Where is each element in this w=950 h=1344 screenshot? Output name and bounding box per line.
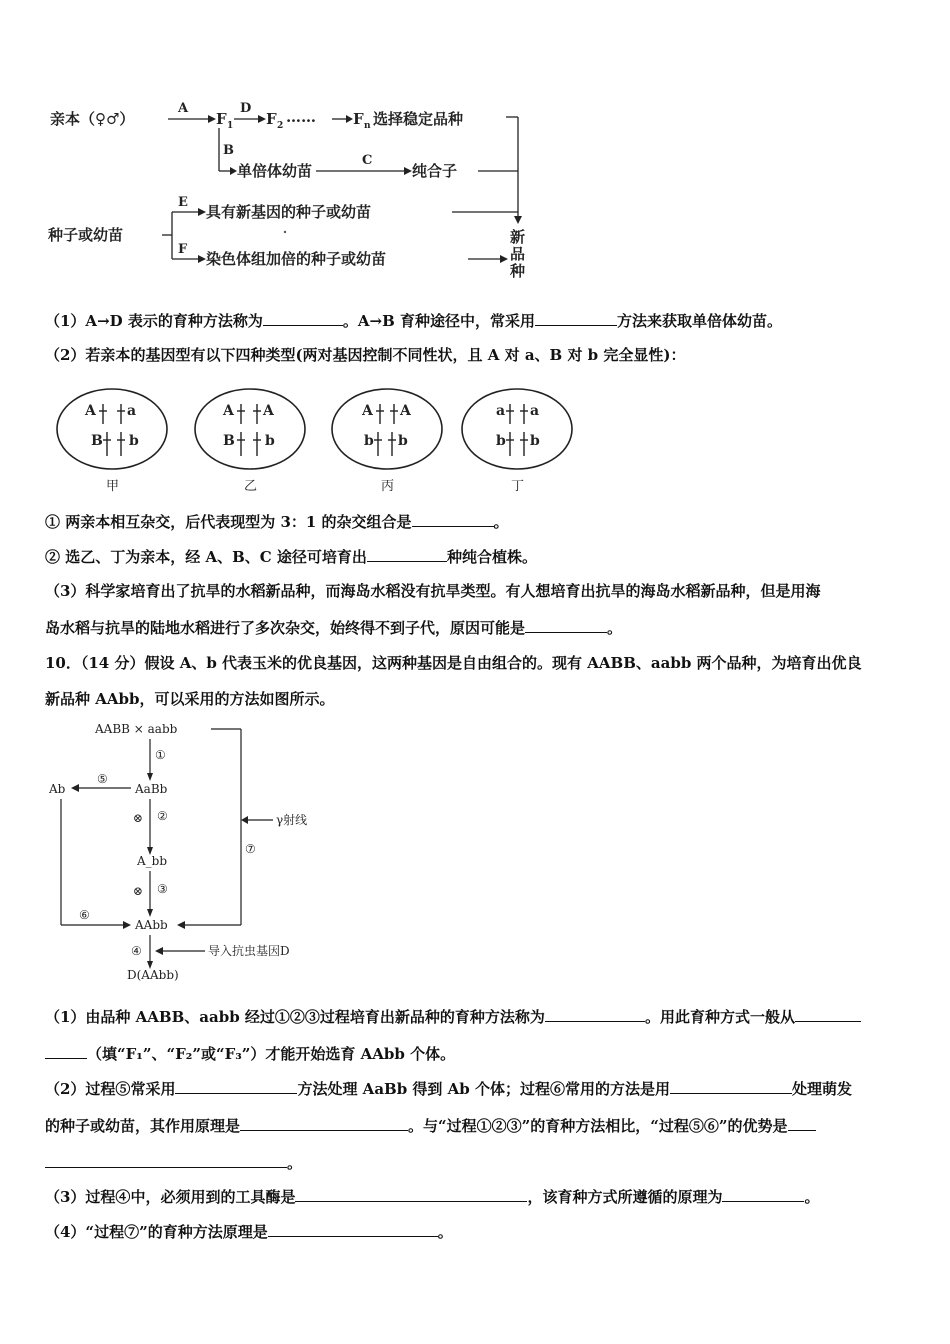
q10-intro-line1: 10．（14 分）假设 A、b 代表玉米的优良基因，这两种基因是自由组合的。现有 AABB、aabb 两个品种，为培育出优良 xyxy=(45,654,862,672)
fig2-cross: AABB × aabb xyxy=(95,722,178,736)
q10-p1-text-c: （填“F₁”、“F₂”或“F₃”）才能开始选育 AAbb 个体。 xyxy=(87,1045,456,1063)
q10-p1-blank-2b[interactable] xyxy=(45,1043,87,1059)
q9-p1-text-c: 方法来获取单倍体幼苗。 xyxy=(616,312,782,330)
q10-p3-text-a: （3）过程④中，必须用到的工具酶是 xyxy=(45,1188,296,1206)
cell-jia xyxy=(57,389,167,494)
q10-p4-text-b: 。 xyxy=(437,1223,453,1241)
q10-p3-text-b: ，该育种方式所遵循的原理为 xyxy=(527,1188,723,1206)
fig1-seed: 种子或幼苗 xyxy=(48,226,124,244)
fig1-label-D: D xyxy=(240,101,252,116)
q9-p1-blank-1[interactable] xyxy=(263,310,343,326)
q9-part3-line1: （3）科学家培育出了抗旱的水稻新品种，而海岛水稻没有抗旱类型。有人想培育出抗旱的海岛水稻新品种，但是用海 xyxy=(45,582,821,600)
q9-part1 xyxy=(45,310,905,332)
cell-bing-top-left: A xyxy=(362,403,373,419)
q10-p2-blank-2[interactable] xyxy=(670,1078,792,1094)
q10-p2-text-f: 。 xyxy=(287,1154,303,1172)
q10-p2-text-d: 的种子或幼苗，其作用原理是 xyxy=(45,1117,241,1135)
q10-p3-blank-2[interactable] xyxy=(722,1186,804,1202)
q10-p3-text-c: 。 xyxy=(804,1188,820,1206)
fig1-label-F: F xyxy=(178,242,188,257)
cell-ding-top-right: a xyxy=(530,403,540,419)
fig2-c7: ⑦ xyxy=(245,842,256,856)
q10-p1-blank-2a[interactable] xyxy=(795,1006,861,1022)
q9-sub2 xyxy=(45,546,905,568)
fig1-label-E: E xyxy=(178,195,188,210)
q9-p3-text-b: 。 xyxy=(607,619,623,637)
q10-part2-line2 xyxy=(45,1115,905,1137)
q10-p1-blank-1[interactable] xyxy=(545,1006,645,1022)
fig1-F2-sub: 2 xyxy=(277,121,284,131)
fig1-newgene: 具有新基因的种子或幼苗 xyxy=(206,203,372,221)
cell-ding-bottom-left: b xyxy=(496,433,506,449)
cell-yi-top-right: A xyxy=(263,403,274,419)
q10-part1-line1 xyxy=(45,1006,905,1028)
q10-p2-blank-4a[interactable] xyxy=(788,1115,816,1131)
fig1-homozygote: 纯合子 xyxy=(412,162,458,180)
fig1-label-B: B xyxy=(223,143,234,158)
q9-sub1 xyxy=(45,511,905,533)
cell-bing-label: 丙 xyxy=(381,479,395,494)
q10-p3-blank-1[interactable] xyxy=(295,1186,527,1202)
q10-p2-text-b: 方法处理 AaBb 得到 Ab 个体；过程⑥常用的方法是用 xyxy=(297,1080,670,1098)
q9-part2: （2）若亲本的基因型有以下四种类型(两对基因控制不同性状，且 A 对 a、B 对 b 完全显性)： xyxy=(45,346,686,364)
genotype-cells xyxy=(55,384,585,496)
fig2-c6: ⑥ xyxy=(79,908,90,922)
q10-part3 xyxy=(45,1186,905,1208)
q10-part2-line3 xyxy=(45,1152,905,1174)
q9-p1-text-b: 。A→B 育种途径中，常采用 xyxy=(342,312,535,330)
q10-p2-blank-1[interactable] xyxy=(175,1078,297,1094)
fig1-choose: 选择稳定品种 xyxy=(373,110,464,128)
q9-s1-text-a: ① 两亲本相互杂交，后代表现型为 3：1 的杂交组合是 xyxy=(45,513,412,531)
fig2-c3: ③ xyxy=(157,882,168,896)
cell-bing-bottom-left: b xyxy=(364,433,374,449)
cell-yi-bottom-right: b xyxy=(265,433,275,449)
q10-intro-line2: 新品种 AAbb，可以采用的方法如图所示。 xyxy=(45,690,335,708)
fig1-label-C: C xyxy=(362,153,373,168)
cell-jia-top-left: A xyxy=(85,403,96,419)
fig1-Fn-sub: n xyxy=(364,121,371,131)
fig2-c4: ④ xyxy=(131,944,142,958)
fig2-A_bb: A_bb xyxy=(137,854,168,868)
fig1-F1-sub: 1 xyxy=(227,121,234,131)
fig1-dots: …… xyxy=(286,108,316,126)
q10-p2-text-e: 。与“过程①②③”的育种方法相比，“过程⑤⑥”的优势是 xyxy=(408,1117,788,1135)
q10-part4 xyxy=(45,1221,905,1243)
q9-s2-blank[interactable] xyxy=(367,546,447,562)
cell-jia-bottom-left: B xyxy=(91,433,103,449)
q10-p1-text-a: （1）由品种 AABB、aabb 经过①②③过程培育出新品种的育种方法称为 xyxy=(45,1008,545,1026)
q10-part2-line1 xyxy=(45,1078,905,1100)
q10-p2-blank-4b[interactable] xyxy=(45,1152,287,1168)
fig2-AAbb: AAbb xyxy=(135,918,168,932)
q10-p2-blank-3[interactable] xyxy=(240,1115,408,1131)
q9-s1-text-b: 。 xyxy=(493,513,509,531)
fig1-doubled: 染色体组加倍的种子或幼苗 xyxy=(206,250,387,268)
fig2-gamma: γ射线 xyxy=(276,813,308,827)
q9-p3-text-a: 岛水稻与抗旱的陆地水稻进行了多次杂交，始终得不到子代，原因可能是 xyxy=(45,619,526,637)
q9-s1-blank[interactable] xyxy=(412,511,494,527)
fig2-c2: ② xyxy=(157,809,168,823)
cell-jia-bottom-right: b xyxy=(129,433,139,449)
q9-s2-text-a: ② 选乙、丁为亲本，经 A、B、C 途径可培育出 xyxy=(45,548,367,566)
fig2-AaBb: AaBb xyxy=(135,782,168,796)
q9-p1-text-a: （1）A→D 表示的育种方法称为 xyxy=(45,312,263,330)
cell-yi-bottom-left: B xyxy=(223,433,235,449)
cell-jia-top-right: a xyxy=(127,403,137,419)
fig2-c5: ⑤ xyxy=(97,772,108,786)
fig2-D: D(AAbb) xyxy=(127,968,179,982)
q10-p1-text-b: 。用此育种方式一般从 xyxy=(644,1008,795,1026)
fig2-c1: ① xyxy=(155,748,166,762)
cell-bing-top-right: A xyxy=(400,403,411,419)
cell-ding-top-left: a xyxy=(496,403,506,419)
fig1-pin: 品 xyxy=(510,245,526,263)
q9-p3-blank[interactable] xyxy=(525,617,607,633)
fig2-self1: ⊗ xyxy=(133,811,144,825)
cell-ding-bottom-right: b xyxy=(530,433,540,449)
q10-part1-line2 xyxy=(45,1043,905,1065)
q10-p2-text-c: 处理萌发 xyxy=(792,1080,853,1098)
q9-p1-blank-2[interactable] xyxy=(535,310,617,326)
q10-p2-text-a: （2）过程⑤常采用 xyxy=(45,1080,176,1098)
fig1-Fn: F xyxy=(353,110,364,128)
q10-p4-blank[interactable] xyxy=(268,1221,438,1237)
cell-yi-label: 乙 xyxy=(244,479,258,494)
cell-yi xyxy=(195,389,305,494)
fig1-zhong: 种 xyxy=(510,262,526,280)
cell-bing xyxy=(332,389,442,494)
q9-part3-line2 xyxy=(45,617,905,639)
fig1-F2: F xyxy=(266,110,277,128)
fig1-label-A: A xyxy=(178,101,189,116)
fig2-self2: ⊗ xyxy=(133,884,144,898)
q10-p4-text-a: （4）“过程⑦”的育种方法原理是 xyxy=(45,1223,268,1241)
fig1-F1: F xyxy=(216,110,227,128)
fig1-xin: 新 xyxy=(510,228,526,246)
cell-jia-label: 甲 xyxy=(106,479,120,494)
cell-ding-label: 丁 xyxy=(511,479,525,494)
fig1-haploid: 单倍体幼苗 xyxy=(237,162,313,180)
cell-yi-top-left: A xyxy=(223,403,234,419)
cell-ding xyxy=(462,389,572,494)
fig2-Ab: Ab xyxy=(49,782,66,796)
cell-bing-bottom-right: b xyxy=(398,433,408,449)
fig1-parent: 亲本（♀♂） xyxy=(50,110,135,128)
q9-s2-text-b: 种纯合植株。 xyxy=(446,548,537,566)
corn-breeding-diagram xyxy=(45,715,345,985)
breeding-flowchart xyxy=(40,92,550,292)
fig2-import: 导入抗虫基因D xyxy=(208,944,290,958)
